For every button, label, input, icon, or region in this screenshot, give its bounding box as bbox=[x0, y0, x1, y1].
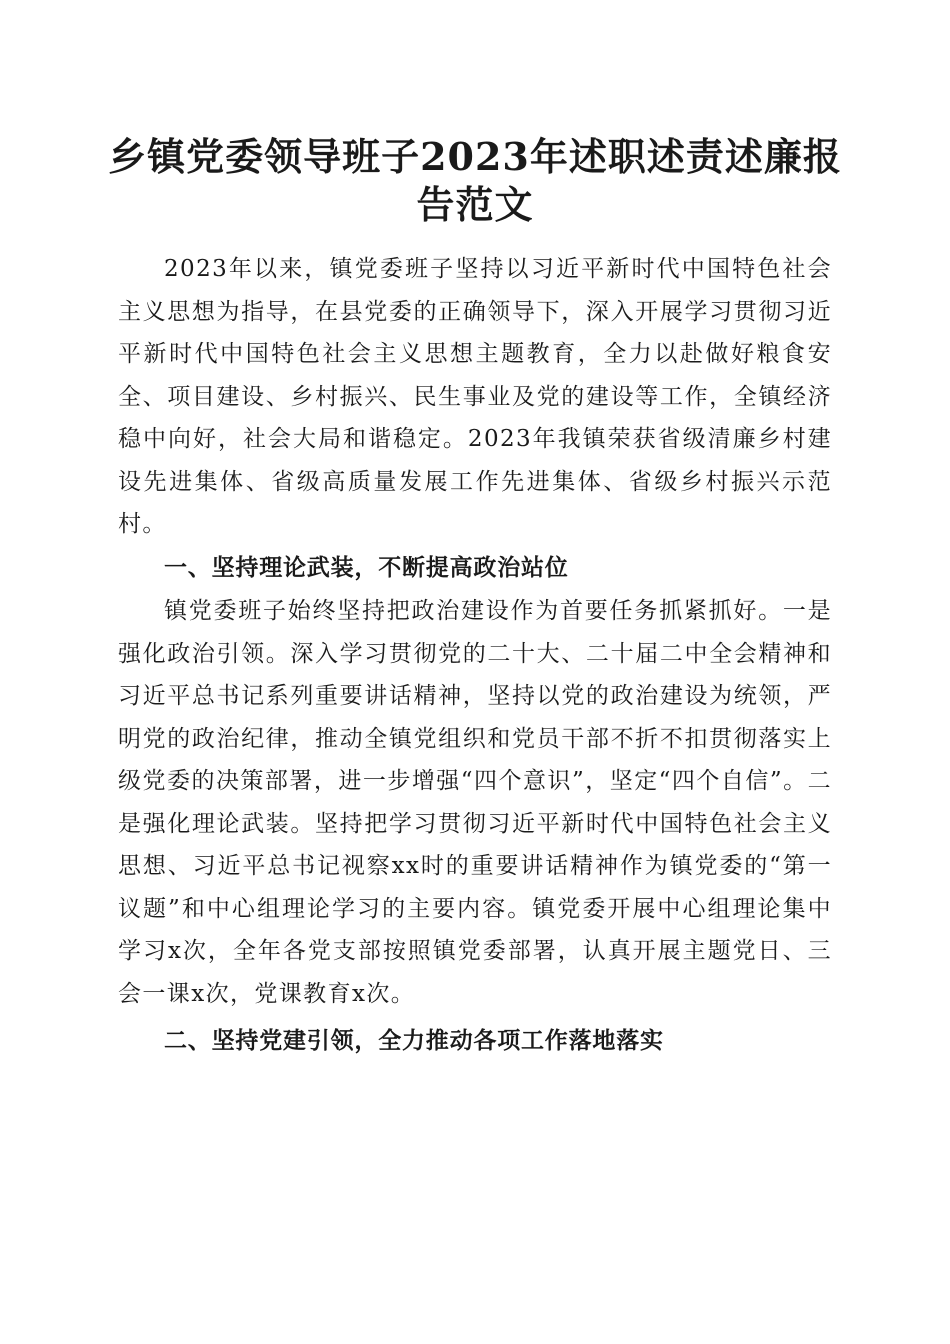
section-1-paragraph: 镇党委班子始终坚持把政治建设作为首要任务抓紧抓好。一是强化政治引领。深入学习贯彻党的二十大、二十届二中全会精神和习近平总书记系列重要讲话精神，坚持以党的政治建设为统领，严明党的政治纪律，推动全镇党组织和党员干部不折不扣贯彻落实上级党委的决策部署，进一步增强“四个意识”，坚定“四个自信”。二是强化理论武装。坚持把学习贯彻习近平新时代中国特色社会主义思想、习近平总书记视察xx时的重要讲话精神作为镇党委的“第一议题”和中心组理论学习的主要内容。镇党委开展中心组理论集中学习x次，全年各党支部按照镇党委部署，认真开展主题党日、三会一课x次，党课教育x次。 bbox=[118, 598, 832, 1007]
document-title: 乡镇党委领导班子2023年述职述责述廉报告范文 bbox=[108, 134, 842, 227]
section-1-heading: 一、坚持理论武装，不断提高政治站位 bbox=[164, 554, 569, 581]
section-2-heading: 二、坚持党建引领，全力推动各项工作落地落实 bbox=[164, 1028, 664, 1054]
intro-paragraph: 2023年以来，镇党委班子坚持以习近平新时代中国特色社会主义思想为指导，在县党委的正确领导下，深入开展学习贯彻习近平新时代中国特色社会主义思想主题教育，全力以赴做好粮食安全、项目建设、乡村振兴、民生事业及党的建设等工作，全镇经济稳中向好，社会大局和谐稳定。2023年我镇荣获省级清廉乡村建设先进集体、省级高质量发展工作先进集体、省级乡村振兴示范村。 bbox=[118, 256, 832, 537]
document-body bbox=[118, 248, 832, 1064]
